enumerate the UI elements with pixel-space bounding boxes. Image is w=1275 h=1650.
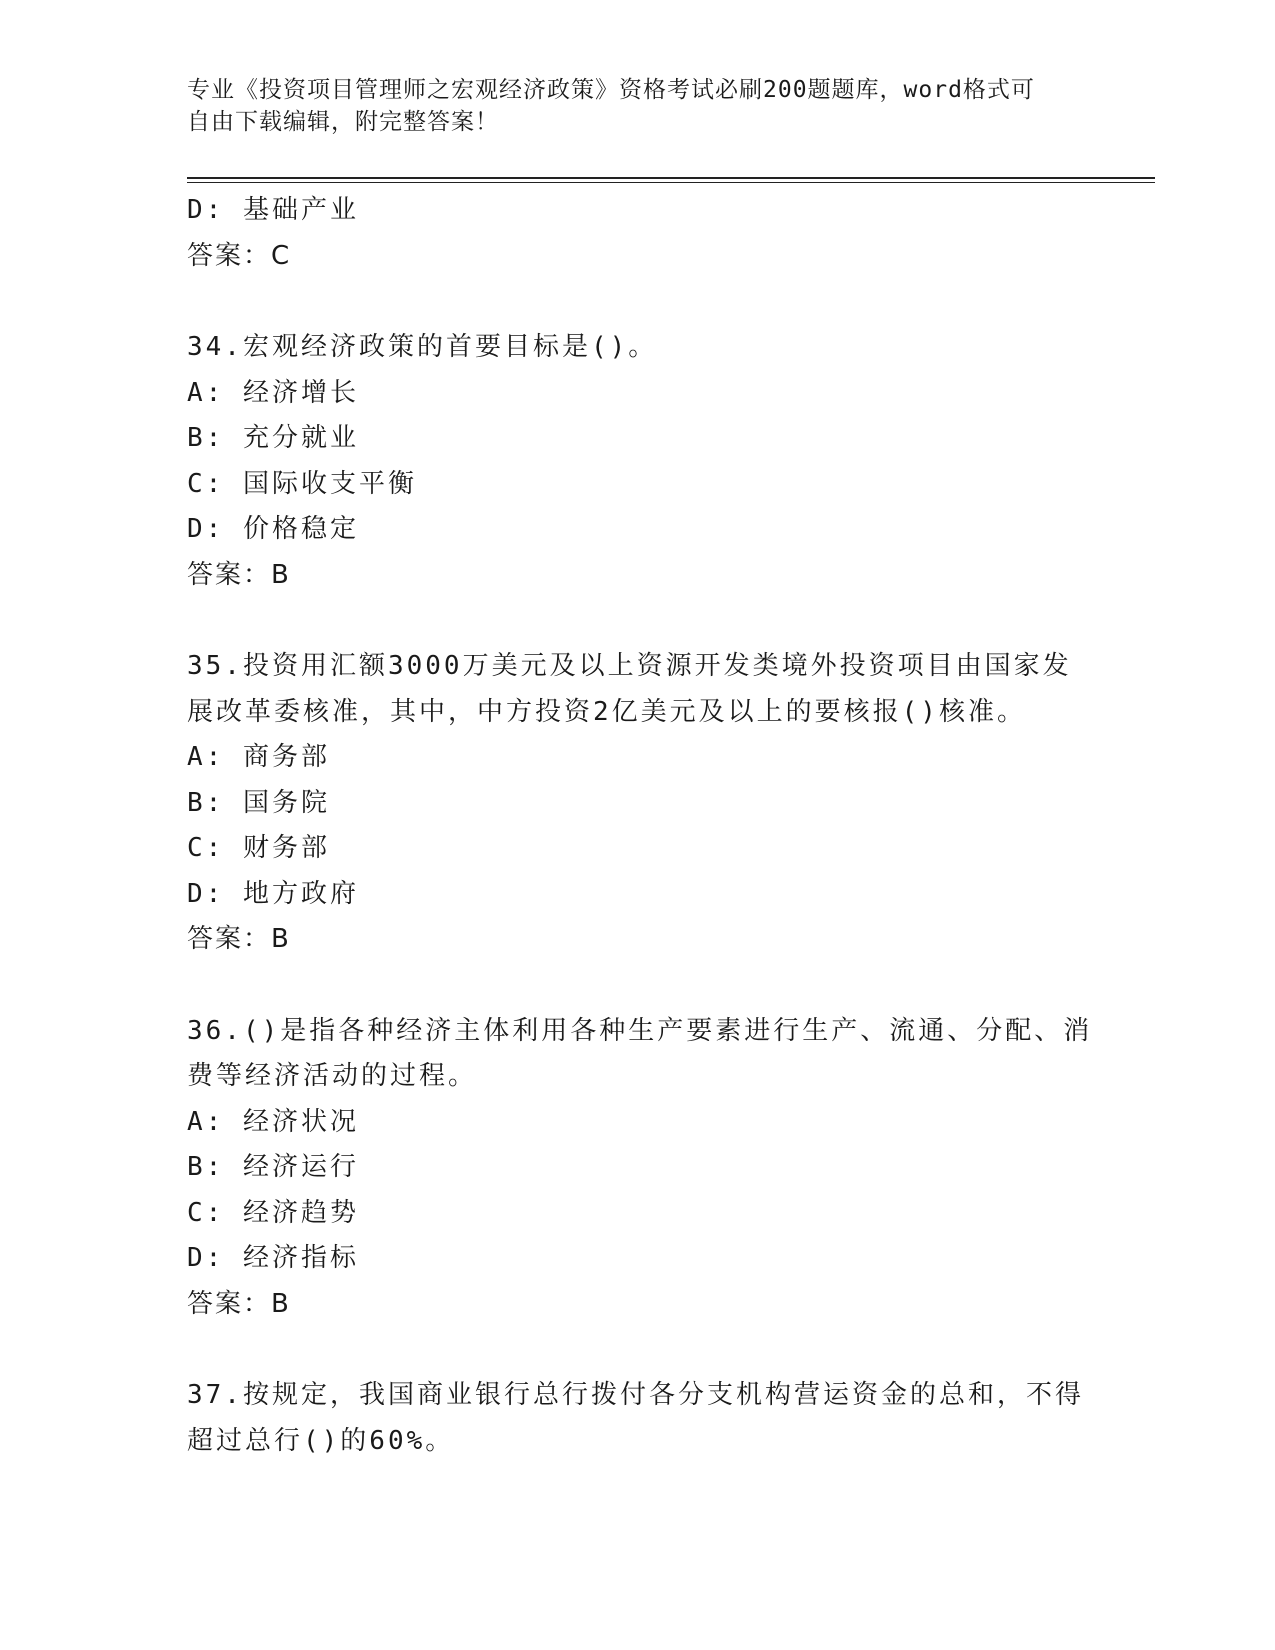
option-d: D: 经济指标: [187, 1243, 359, 1273]
question-35: [187, 644, 1087, 963]
question-content: [187, 188, 1093, 1464]
spacer: [187, 1327, 1087, 1373]
question-stem-line-2: 展改革委核准，其中，中方投资2亿美元及以上的要核报()核准。: [187, 696, 1026, 727]
answer-line: 答案：C: [187, 240, 292, 271]
document-header: [187, 74, 1067, 138]
option-d: D: 地方政府: [187, 878, 359, 909]
question-34: [187, 325, 1087, 598]
option-b: B: 经济运行: [187, 1152, 359, 1182]
question-37: [187, 1373, 1087, 1464]
question-stem-line-1: 36.()是指各种经济主体利用各种生产要素进行生产、流通、分配、消: [187, 1015, 1093, 1046]
header-divider-thin: [187, 182, 1155, 183]
option-a: A: 经济状况: [187, 1106, 359, 1137]
question-stem-line-1: 37.按规定，我国商业银行总行拨付各分支机构营运资金的总和，不得: [187, 1380, 1084, 1410]
option-c: C: 经济趋势: [187, 1197, 359, 1228]
spacer: [187, 963, 1087, 1009]
header-divider-thick: [187, 177, 1155, 179]
question-stem-line-2: 费等经济活动的过程。: [187, 1061, 478, 1091]
option-a: A: 经济增长: [187, 377, 359, 408]
option-c: C: 国际收支平衡: [187, 468, 417, 499]
answer-line: 答案：B: [187, 1288, 291, 1319]
option-b: B: 充分就业: [187, 423, 359, 453]
option-b: B: 国务院: [187, 787, 330, 818]
header-line-1: 专业《投资项目管理师之宏观经济政策》资格考试必刷200题题库，word格式可: [187, 77, 1035, 103]
question-stem: 34.宏观经济政策的首要目标是()。: [187, 332, 658, 362]
option-d: D: 价格稳定: [187, 514, 359, 544]
answer-line: 答案：B: [187, 924, 291, 954]
previous-question-tail: [187, 188, 1087, 279]
spacer: [187, 279, 1087, 325]
question-stem-line-1: 35.投资用汇额3000万美元及以上资源开发类境外投资项目由国家发: [187, 651, 1072, 681]
option-c: C: 财务部: [187, 833, 330, 863]
spacer: [187, 598, 1087, 644]
answer-line: 答案：B: [187, 559, 291, 590]
question-stem-line-2: 超过总行()的60%。: [187, 1425, 455, 1456]
option-a: A: 商务部: [187, 742, 330, 772]
header-line-2: 自由下载编辑，附完整答案！: [187, 109, 499, 135]
option-d: D: 基础产业: [187, 195, 359, 225]
question-36: [187, 1009, 1093, 1328]
